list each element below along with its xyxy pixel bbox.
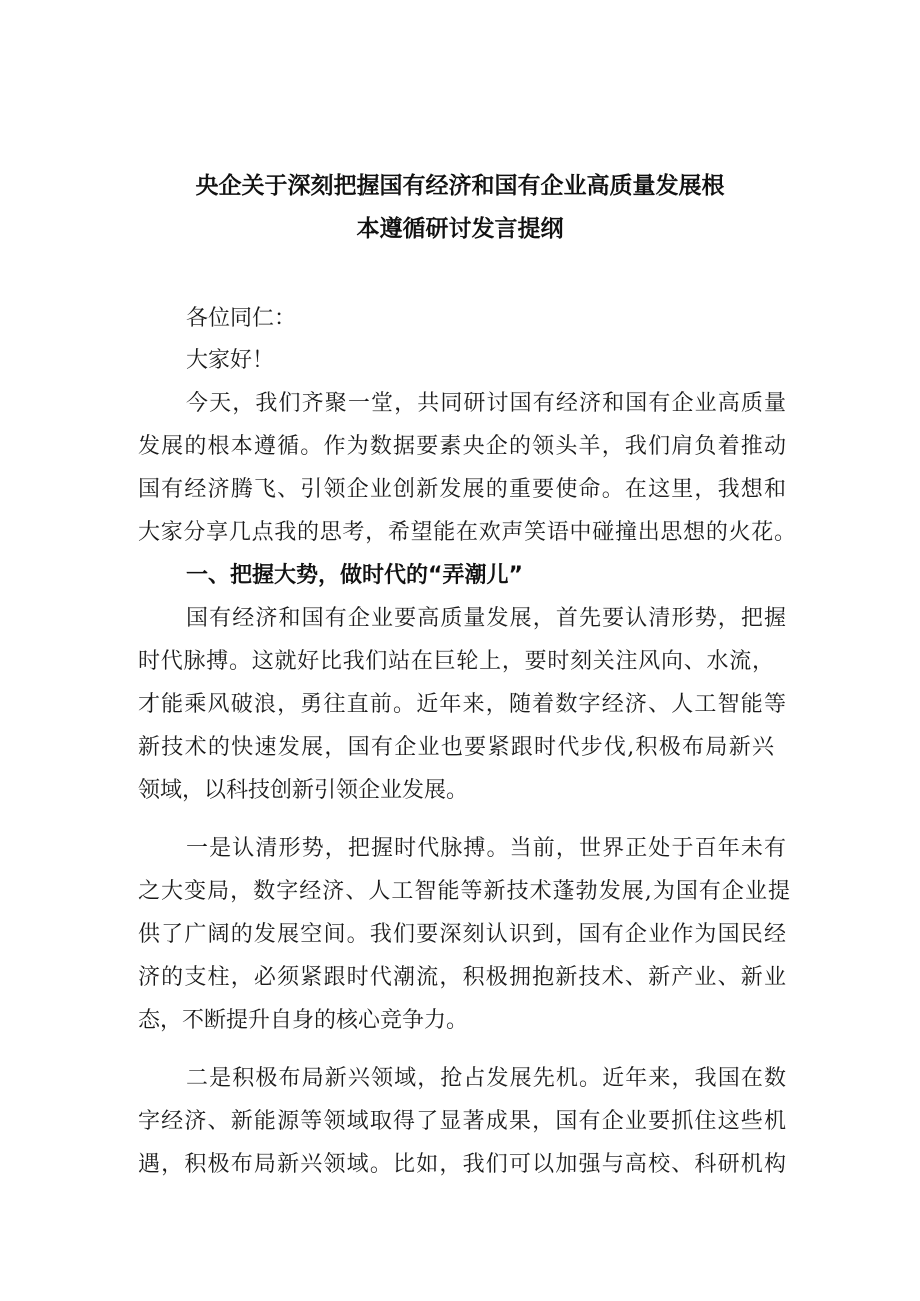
greeting: 大家好！ (186, 348, 275, 373)
paragraph-line: 大家分享几点我的思考，希望能在欢声笑语中碰撞出思想的火花。 (138, 520, 796, 545)
section-heading: 一、把握大势，做时代的“弄潮儿” (186, 563, 523, 588)
paragraph-line: 国有经济腾飞、引领企业创新发展的重要使命。在这里，我想和 (138, 477, 786, 502)
paragraph-line: 态，不断提升自身的核心竞争力。 (138, 1008, 469, 1033)
paragraph-line: 济的支柱，必须紧跟时代潮流，积极拥抱新技术、新产业、新业 (138, 965, 786, 990)
paragraph-line: 今天，我们齐聚一堂，共同研讨国有经济和国有企业高质量 (186, 391, 786, 416)
document-title-line-1: 央企关于深刻把握国有经济和国有企业高质量发展根 (195, 173, 725, 199)
paragraph-line: 遇，积极布局新兴领域。比如，我们可以加强与高校、科研机构 (138, 1152, 786, 1177)
paragraph-line: 之大变局，数字经济、人工智能等新技术蓬勃发展,为国有企业提 (138, 879, 790, 904)
document-title-line-2: 本遵循研讨发言提纲 (356, 216, 564, 242)
paragraph-line: 字经济、新能源等领域取得了显著成果，国有企业要抓住这些机 (138, 1109, 786, 1134)
paragraph-line: 一是认清形势，把握时代脉搏。当前，世界正处于百年未有 (186, 836, 786, 861)
paragraph-line: 才能乘风破浪，勇往直前。近年来，随着数字经济、人工智能等 (138, 692, 786, 717)
paragraph-line: 国有经济和国有企业要高质量发展，首先要认清形势，把握 (186, 606, 786, 631)
paragraph-line: 供了广阔的发展空间。我们要深刻认识到，国有企业作为国民经 (138, 922, 786, 947)
paragraph-line: 二是积极布局新兴领域，抢占发展先机。近年来，我国在数 (186, 1066, 786, 1091)
paragraph-line: 领域，以科技创新引领企业发展。 (138, 778, 469, 803)
paragraph-line: 新技术的快速发展，国有企业也要紧跟时代步伐,积极布局新兴 (138, 735, 774, 760)
salutation: 各位同仁： (186, 306, 297, 331)
paragraph-line: 发展的根本遵循。作为数据要素央企的领头羊，我们肩负着推动 (138, 434, 786, 459)
paragraph-line: 时代脉搏。这就好比我们站在巨轮上，要时刻关注风向、水流， (138, 649, 774, 674)
